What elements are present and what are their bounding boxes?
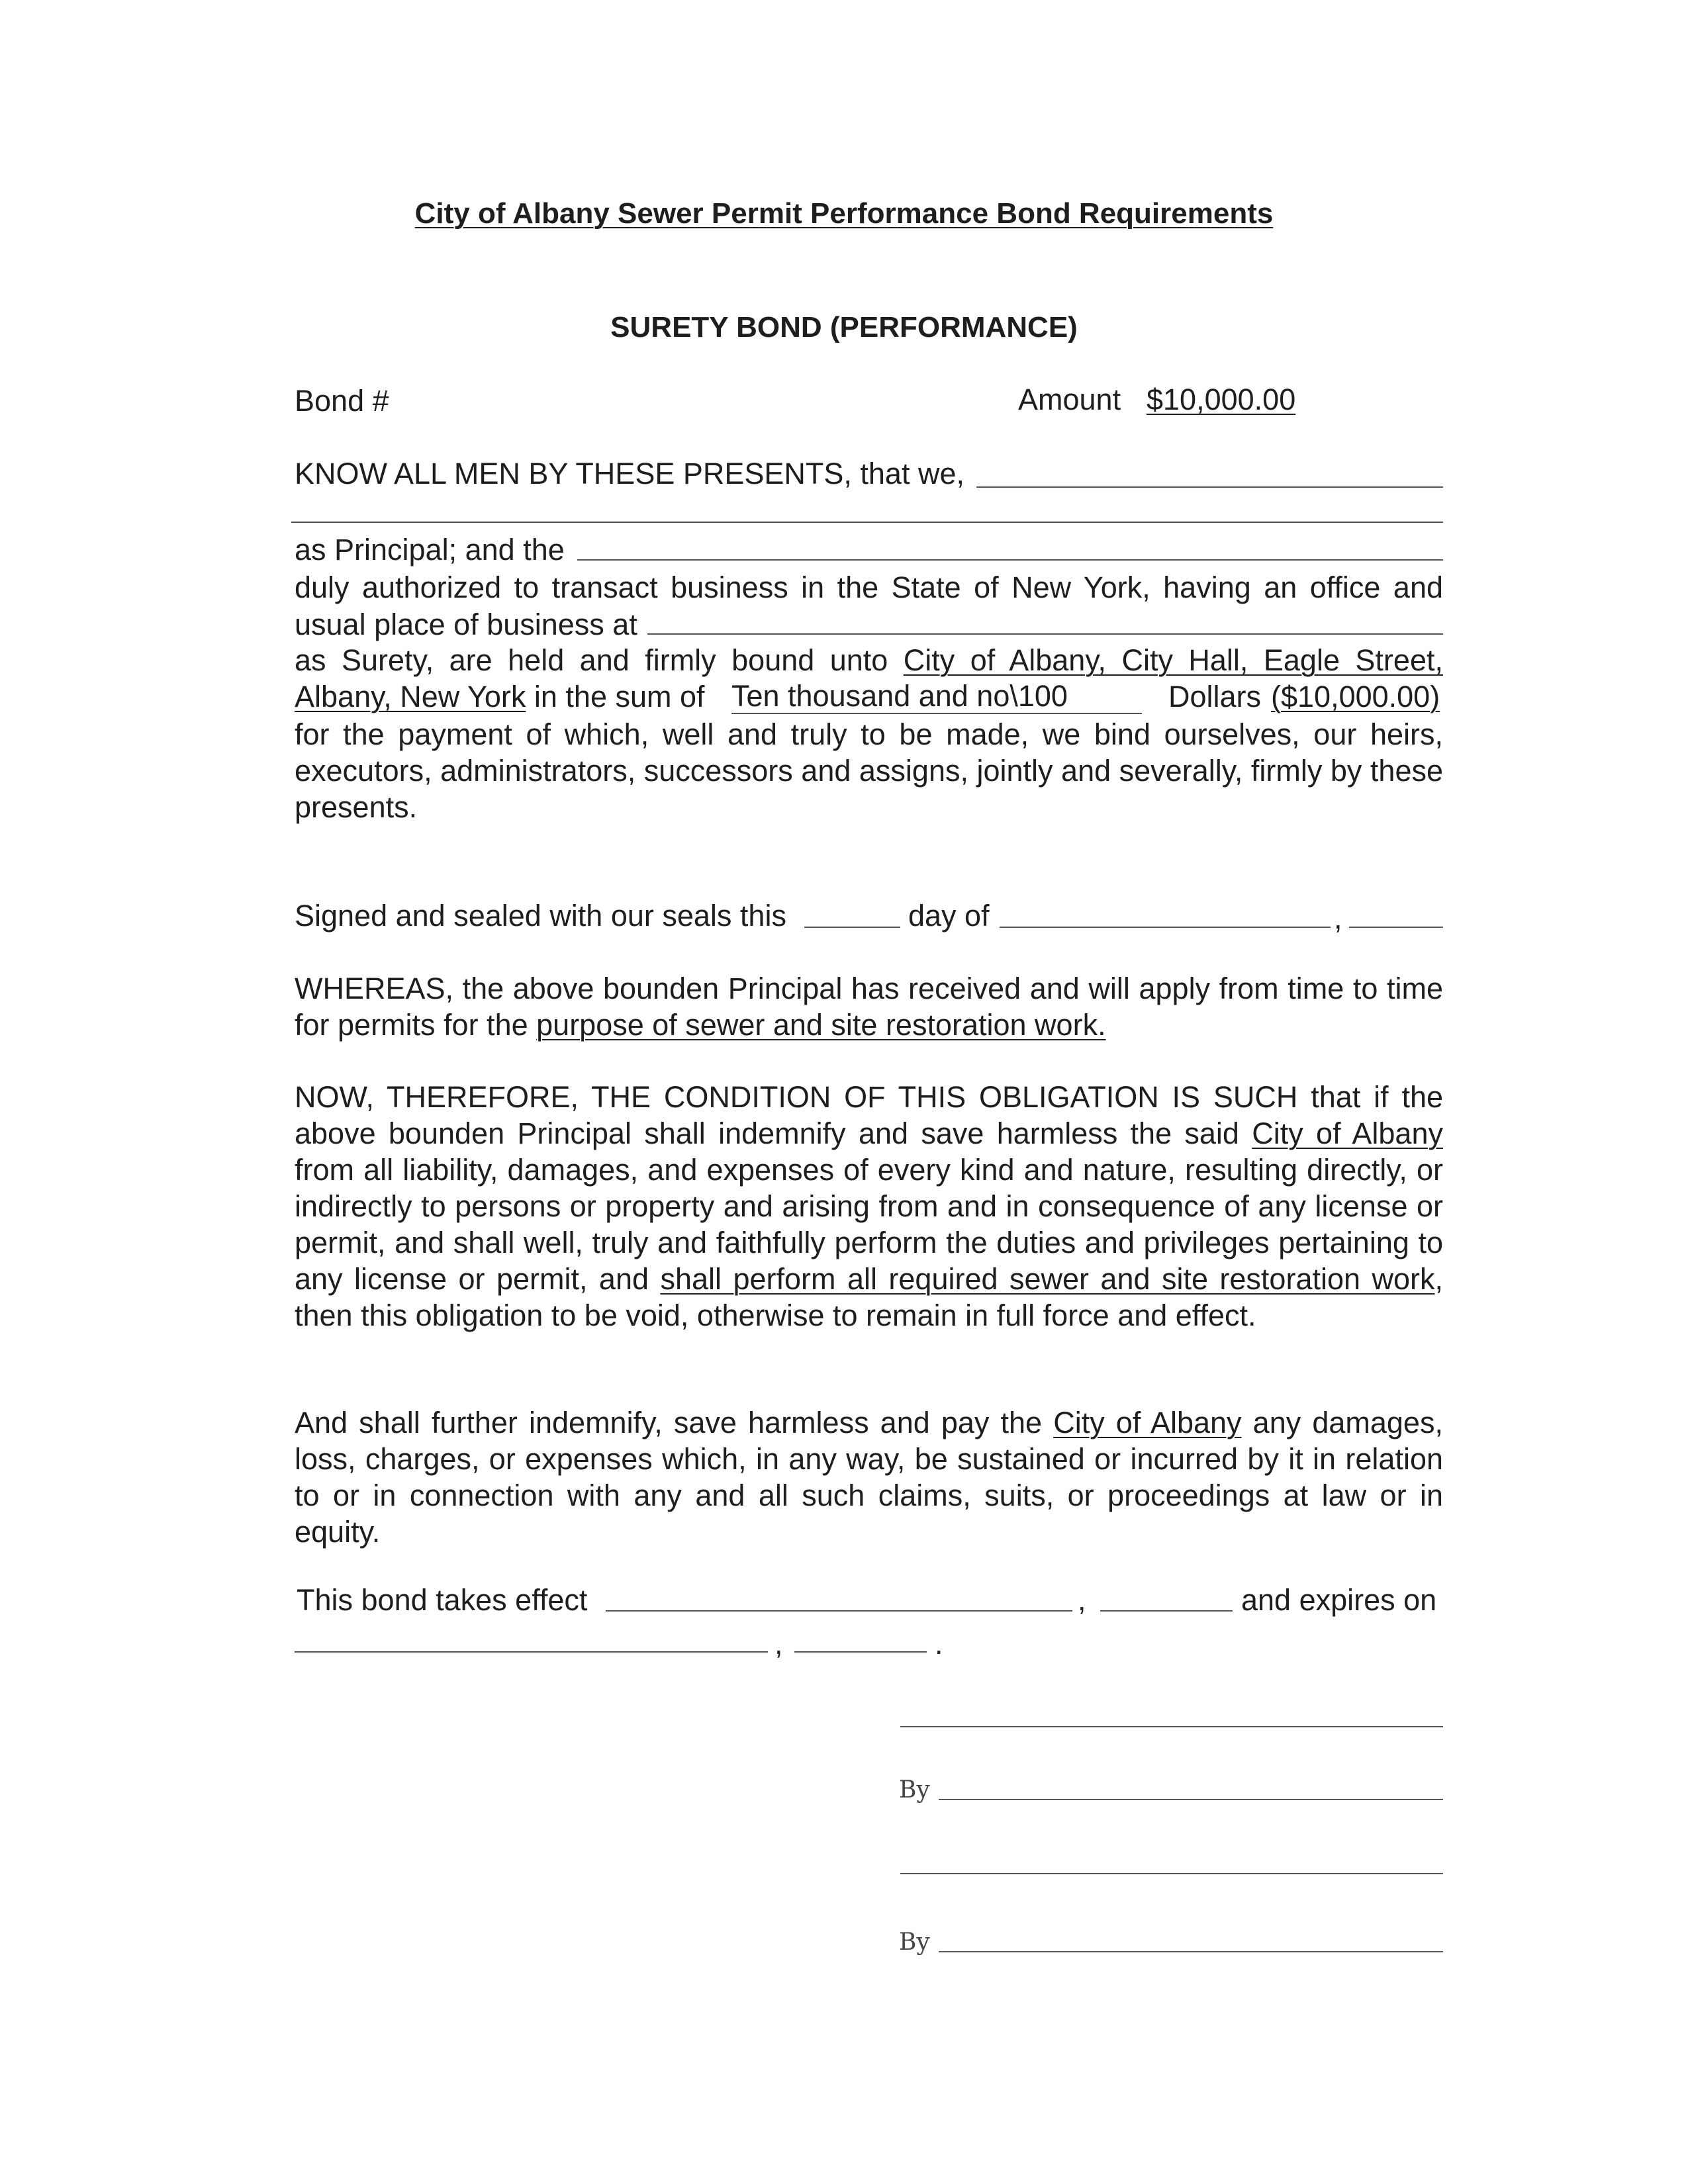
dollars-label: Dollars <box>1168 680 1262 713</box>
expiry-year-line[interactable] <box>794 1651 927 1653</box>
by-signature-line-1[interactable] <box>939 1799 1443 1800</box>
principal-name-line-2[interactable] <box>291 522 1443 523</box>
signed-comma: , <box>1334 901 1342 935</box>
condition-city: City of Albany <box>1252 1116 1443 1150</box>
usual-place-text: usual place of business at <box>295 608 637 641</box>
takes-effect-text: This bond takes effect <box>297 1583 588 1617</box>
surety-address-line[interactable] <box>647 633 1443 635</box>
by-label-2: By <box>899 1929 930 1956</box>
by-signature-line-2[interactable] <box>939 1951 1443 1952</box>
surety-name-line[interactable] <box>577 559 1443 561</box>
expiry-date-line[interactable] <box>295 1651 768 1653</box>
whereas-paragraph: WHEREAS, the above bounden Principal has received and will apply from time to time for permits for the purpose of sewer and site restoration work. <box>295 972 1443 1042</box>
signed-day-line[interactable] <box>804 927 900 928</box>
bond-number-label: Bond # <box>295 384 389 418</box>
expiry-comma: , <box>774 1627 783 1661</box>
document-subtitle: SURETY BOND (PERFORMANCE) <box>610 311 1078 343</box>
amount-value: $10,000.00 <box>1147 383 1296 416</box>
indemnify-paragraph: And shall further indemnify, save harmless and pay the City of Albany any damages, loss, charges, or expenses which, in any way, be sustained or incurred by it in relation to or in connection with any and all such claims, suits, or proceedings at law or in equity. <box>295 1406 1443 1549</box>
document-title: City of Albany Sewer Permit Performance Bond Requirements <box>414 197 1274 230</box>
obligee-address-2: Albany, New York <box>295 680 526 713</box>
dollars-value: ($10,000.00) <box>1271 680 1440 713</box>
surety-line <box>295 643 1443 678</box>
signed-sealed-text: Signed and sealed with our seals this <box>295 899 786 933</box>
condition-work: shall perform all required sewer and site restoration work <box>660 1262 1435 1296</box>
principal-name-line-1[interactable] <box>976 486 1443 488</box>
surety-text: as Surety, are held and firmly bound unto <box>295 643 888 677</box>
day-of-text: day of <box>908 899 990 933</box>
indemnify-city: City of Albany <box>1053 1406 1242 1439</box>
sum-label: in the sum of <box>534 680 705 713</box>
signed-year-line[interactable] <box>1349 927 1443 928</box>
condition-paragraph: NOW, THEREFORE, THE CONDITION OF THIS OBLIGATION IS SUCH that if the above bounden Principal shall indemnify and save harmless the said City of Albany from all liability, damages, and expenses of every kind and nature, resulting directly, or indirectly to persons or property and arising from and in consequence of any license or permit, and shall well, truly and faithfully perform the duties and privileges pertaining to any license or permit, and shall perform all required sewer and site restoration work, then this obligation to be void, otherwise to remain in full force and effect. <box>295 1080 1443 1332</box>
effective-year-line[interactable] <box>1100 1610 1233 1612</box>
as-principal-text: as Principal; and the <box>295 533 565 567</box>
expires-on-text: and expires on <box>1241 1583 1437 1617</box>
amount-label: Amount <box>1018 383 1121 416</box>
obligee-address-1: City of Albany, City Hall, Eagle Street, <box>903 643 1443 677</box>
principal-signature-line[interactable] <box>900 1726 1443 1727</box>
sum-in-words: Ten thousand and no\100 <box>731 680 1142 714</box>
by-label-1: By <box>899 1776 930 1803</box>
expiry-period: . <box>935 1627 943 1661</box>
whereas-purpose: purpose of sewer and site restoration work. <box>536 1008 1106 1042</box>
surety-signature-line[interactable] <box>900 1873 1443 1874</box>
effective-comma: , <box>1078 1583 1086 1617</box>
signed-month-line[interactable] <box>1000 927 1331 928</box>
know-all-men-text: KNOW ALL MEN BY THESE PRESENTS, that we, <box>295 457 964 490</box>
payment-paragraph: for the payment of which, well and truly to be made, we bind ourselves, our heirs, executors, administrators, successors and assigns, jointly and severally, firmly by these presents. <box>295 717 1443 824</box>
effective-date-line[interactable] <box>606 1610 1072 1612</box>
duly-authorized-text: duly authorized to transact business in the State of New York, having an office and <box>295 570 1443 604</box>
